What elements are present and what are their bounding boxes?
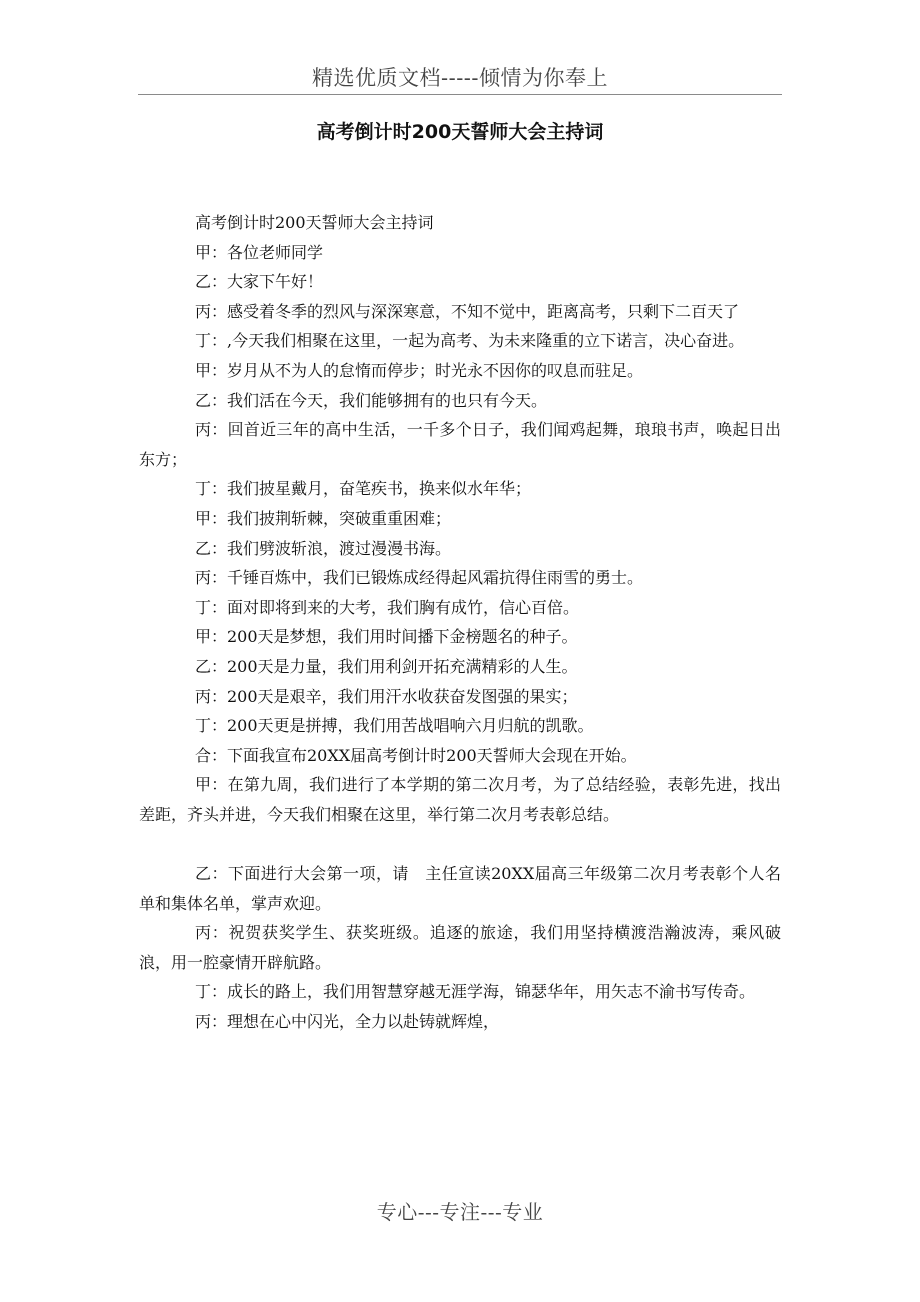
paragraph: 丙：回首近三年的高中生活，一千多个日子，我们闻鸡起舞，琅琅书声，唤起日出东方； [139,420,781,469]
paragraph: 甲：各位老师同学 [195,242,324,262]
paragraph: 甲：200天是梦想，我们用时间播下金榜题名的种子。 [195,627,578,647]
paragraph: 乙：下面进行大会第一项，请 主任宣读20XX届高三年级第二次月考表彰个人名单和集体名单，掌声欢迎。 [139,864,781,913]
paragraph: 丙：理想在心中闪光，全力以赴铸就辉煌， [195,1012,500,1032]
paragraph: 合：下面我宣布20XX届高考倒计时200天誓师大会现在开始。 [195,745,637,765]
paragraph: 甲：岁月从不为人的怠惰而停步；时光永不因你的叹息而驻足。 [195,360,644,380]
paragraph: 丙：千锤百炼中，我们已锻炼成经得起风霜抗得住雨雪的勇士。 [195,568,644,588]
page-header: 精选优质文档-----倾情为你奉上 [312,66,608,90]
paragraph: 丙：感受着冬季的烈风与深深寒意，不知不觉中，距离高考，只剩下二百天了 [195,301,740,321]
paragraph: 高考倒计时200天誓师大会主持词 [195,213,434,232]
paragraph: 乙：我们劈波斩浪，渡过漫漫书海。 [195,538,452,558]
paragraph: 丁：,今天我们相聚在这里，一起为高考、为未来隆重的立下诺言，决心奋进。 [195,331,745,351]
paragraph: 乙：我们活在今天，我们能够拥有的也只有今天。 [195,390,548,410]
paragraph: 丁：200天更是拼搏，我们用苦战唱响六月归航的凯歌。 [195,716,594,736]
page-footer: 专心---专注---专业 [376,1200,544,1224]
document-title: 高考倒计时200天誓师大会主持词 [316,121,604,143]
paragraph: 丁：成长的路上，我们用智慧穿越无涯学海，锦瑟华年，用矢志不渝书写传奇。 [195,982,756,1002]
header-divider [138,94,782,95]
document-body [139,208,781,1037]
paragraph: 甲：我们披荆斩棘，突破重重困难； [195,508,452,528]
paragraph: 丁：我们披星戴月，奋笔疾书，换来似水年华； [195,479,532,499]
paragraph: 甲：在第九周，我们进行了本学期的第二次月考，为了总结经验，表彰先进，找出差距，齐头并进，今天我们相聚在这里，举行第二次月考表彰总结。 [139,775,781,824]
paragraph: 丙：200天是艰辛，我们用汗水收获奋发图强的果实； [195,686,578,706]
paragraph: 乙：大家下午好！ [195,272,324,292]
paragraph: 丁：面对即将到来的大考，我们胸有成竹，信心百倍。 [195,597,580,617]
paragraph: 丙：祝贺获奖学生、获奖班级。追逐的旅途，我们用坚持横渡浩瀚波涛，乘风破浪，用一腔豪情开辟航路。 [139,923,781,972]
paragraph: 乙：200天是力量，我们用利剑开拓充满精彩的人生。 [195,656,578,676]
